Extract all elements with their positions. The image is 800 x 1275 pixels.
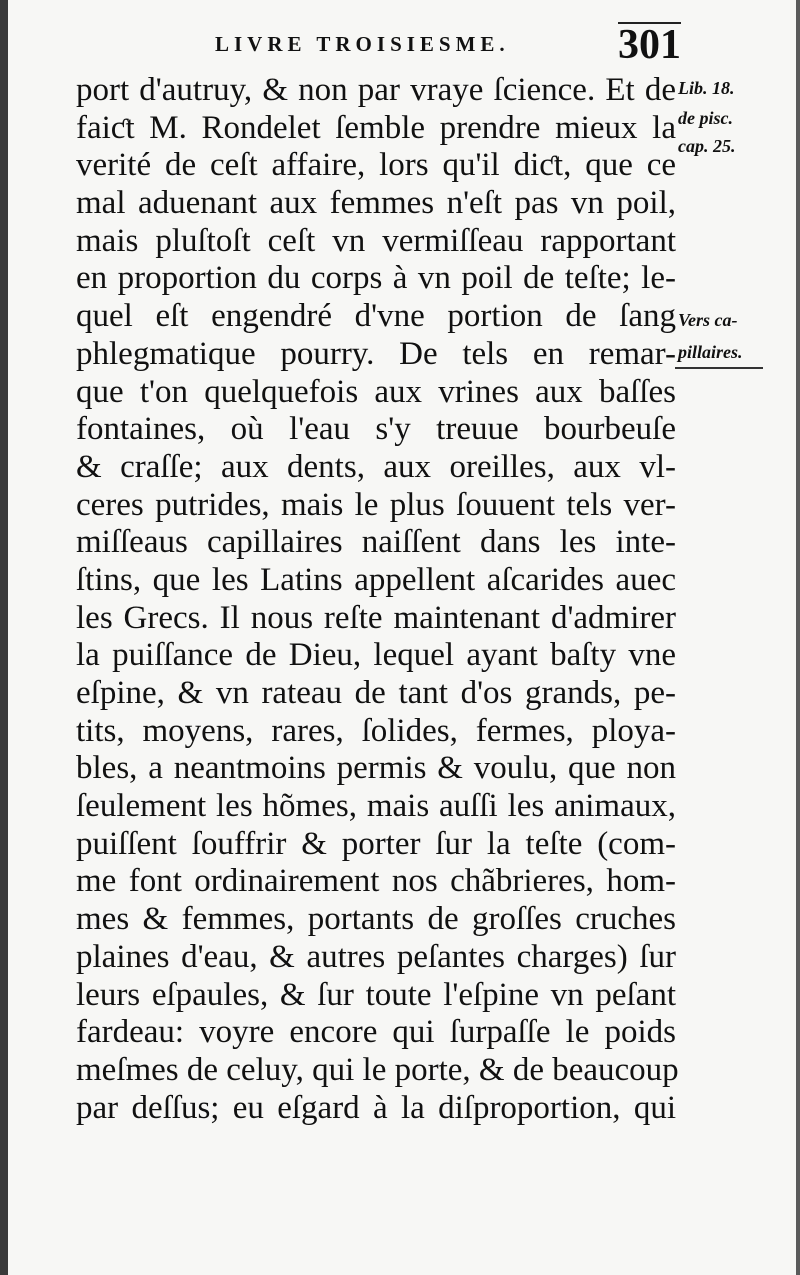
text-line: plaines d'eau, & autres peſantes charges) ſur [76, 938, 676, 975]
text-line: eſpine, & vn rateau de tant d'os grands, pe- [76, 675, 676, 711]
text-line: bles, a neantmoins permis & voulu, que non [76, 750, 676, 787]
text-line: meſmes de celuy, qui le porte, & de beaucoup [76, 1051, 679, 1088]
margin-note-topic: Vers ca- [678, 310, 738, 330]
text-line: la puiſſance de Dieu, lequel ayant baſty vne [76, 637, 676, 674]
text-line: faiƈt M. Rondelet ſemble prendre mieux la [76, 109, 676, 146]
text-line: les Grecs. Il nous reſte maintenant d'admirer [76, 599, 676, 636]
page-edge [796, 0, 800, 1275]
running-title: LIVRE TROISIESME. [215, 32, 510, 56]
text-line: verité de ceſt affaire, lors qu'il diƈt, que ce [76, 147, 676, 184]
text-line: miſſeaus capillaires naiſſent dans les inte- [76, 524, 676, 561]
text-line: par deſſus; eu eſgard à la diſproportion, qui [76, 1089, 676, 1126]
text-line: port d'autruy, & non par vraye ſcience. Et de [76, 72, 676, 108]
margin-rule [675, 367, 763, 369]
text-line: ſeulement les hõmes, mais auſſi les animaux, [76, 788, 676, 825]
text-line: fardeau: voyre encore qui ſurpaſſe le poids [76, 1014, 676, 1051]
margin-note-reference: de pisc. [678, 108, 733, 128]
text-line: puiſſent ſouffrir & porter ſur la teſte (com- [76, 825, 676, 862]
text-line: quel eſt engendré d'vne portion de ſang [76, 298, 676, 335]
text-line: en proportion du corps à vn poil de teſte; le- [76, 260, 676, 297]
text-line: que t'on quelquefois aux vrines aux baſſes [76, 373, 676, 410]
text-line: mais pluſtoſt ceſt vn vermiſſeau rapportant [76, 222, 676, 259]
text-line: ſtins, que les Latins appellent aſcarides auec [76, 561, 676, 598]
text-line: tits, moyens, rares, ſolides, fermes, ploya- [76, 712, 676, 749]
margin-note-reference: cap. 25. [678, 136, 736, 156]
text-line: mal aduenant aux femmes n'eſt pas vn poil, [76, 185, 676, 222]
margin-note-reference: Lib. 18. [678, 78, 735, 98]
page-number: 301 [618, 22, 681, 68]
text-line: fontaines, où l'eau s'y treuue bourbeuſe [76, 411, 676, 448]
text-line: phlegmatique pourry. De tels en remar- [76, 335, 676, 372]
margin-note-topic: pillaires. [678, 342, 743, 362]
text-line: & craſſe; aux dents, aux oreilles, aux vl- [76, 448, 676, 485]
page-gutter-shadow [0, 0, 8, 1275]
text-line: me font ordinairement nos chãbrieres, hom- [76, 863, 676, 900]
text-line: leurs eſpaules, & ſur toute l'eſpine vn peſant [76, 976, 676, 1013]
text-line: mes & femmes, portants de groſſes cruches [76, 901, 676, 938]
body-text [76, 72, 679, 1127]
text-line: ceres putrides, mais le plus ſouuent tels ver- [76, 486, 676, 523]
